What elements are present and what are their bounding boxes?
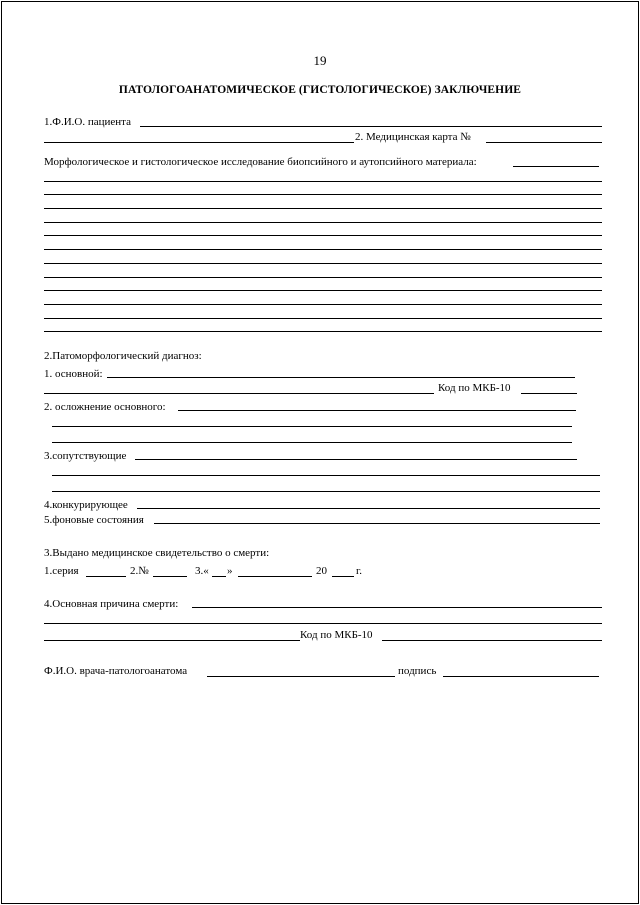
certificate-date-quote-close: » [227, 565, 233, 577]
study-line[interactable] [44, 318, 602, 319]
certificate-heading: 3.Выдано медицинское свидетельство о смерти: [44, 547, 270, 559]
study-line[interactable] [44, 263, 602, 264]
study-line[interactable] [44, 194, 602, 195]
complication-field[interactable] [178, 410, 576, 411]
certificate-number-label: 2.№ [130, 565, 149, 577]
patient-name-field-continued[interactable] [44, 142, 354, 143]
main-diagnosis-label: 1. основной: [44, 368, 103, 380]
study-field[interactable] [513, 166, 599, 167]
concomitant-label: 3.сопутствующие [44, 450, 127, 462]
competing-label: 4.конкурирующее [44, 499, 128, 511]
concomitant-line[interactable] [52, 475, 600, 476]
diagnosis-heading: 2.Патоморфологический диагноз: [44, 350, 202, 362]
cause-mkb-field[interactable] [382, 640, 602, 641]
doctor-name-label: Ф.И.О. врача-патологоанатома [44, 665, 188, 677]
signature-field[interactable] [443, 676, 599, 677]
certificate-series-field[interactable] [86, 576, 126, 577]
concomitant-line[interactable] [52, 491, 600, 492]
complication-line[interactable] [52, 426, 572, 427]
page-number: 19 [313, 53, 327, 68]
cause-line-continued[interactable] [44, 640, 300, 641]
study-line[interactable] [44, 249, 602, 250]
study-line[interactable] [44, 222, 602, 223]
study-line[interactable] [44, 277, 602, 278]
doctor-name-field[interactable] [207, 676, 395, 677]
study-line[interactable] [44, 290, 602, 291]
study-line[interactable] [44, 235, 602, 236]
cause-label: 4.Основная причина смерти: [44, 598, 179, 610]
background-field[interactable] [154, 523, 600, 524]
page-title: ПАТОЛОГОАНАТОМИЧЕСКОЕ (ГИСТОЛОГИЧЕСКОЕ) ЗАКЛЮЧЕНИЕ [118, 84, 522, 96]
certificate-month-field[interactable] [238, 576, 312, 577]
main-diagnosis-field-continued[interactable] [44, 393, 434, 394]
competing-field[interactable] [137, 508, 600, 509]
study-label: Морфологическое и гистологическое исследование биопсийного и аутопсийного материала: [44, 156, 477, 168]
patient-name-field[interactable] [140, 126, 602, 127]
certificate-date-label: 3.« [195, 565, 209, 577]
certificate-year-suffix: г. [356, 565, 363, 577]
signature-label: подпись [398, 665, 437, 677]
study-line[interactable] [44, 181, 602, 182]
background-label: 5.фоновые состояния [44, 514, 144, 526]
study-line[interactable] [44, 331, 602, 332]
medical-card-label: 2. Медицинская карта № [355, 131, 471, 143]
complication-line[interactable] [52, 442, 572, 443]
main-diagnosis-field[interactable] [107, 377, 575, 378]
main-mkb-field[interactable] [521, 393, 577, 394]
cause-field[interactable] [192, 607, 602, 608]
certificate-series-label: 1.серия [44, 565, 79, 577]
complication-label: 2. осложнение основного: [44, 401, 166, 413]
concomitant-field[interactable] [135, 459, 577, 460]
study-line[interactable] [44, 208, 602, 209]
certificate-number-field[interactable] [153, 576, 187, 577]
main-mkb-label: Код по МКБ-10 [438, 382, 511, 394]
certificate-day-field[interactable] [212, 576, 226, 577]
certificate-year-field[interactable] [332, 576, 354, 577]
medical-card-number-field[interactable] [486, 142, 602, 143]
certificate-year-prefix: 20 [316, 565, 327, 577]
cause-line[interactable] [44, 623, 602, 624]
cause-mkb-label: Код по МКБ-10 [300, 629, 373, 641]
study-line[interactable] [44, 304, 602, 305]
patient-name-label: 1.Ф.И.О. пациента [44, 116, 131, 128]
